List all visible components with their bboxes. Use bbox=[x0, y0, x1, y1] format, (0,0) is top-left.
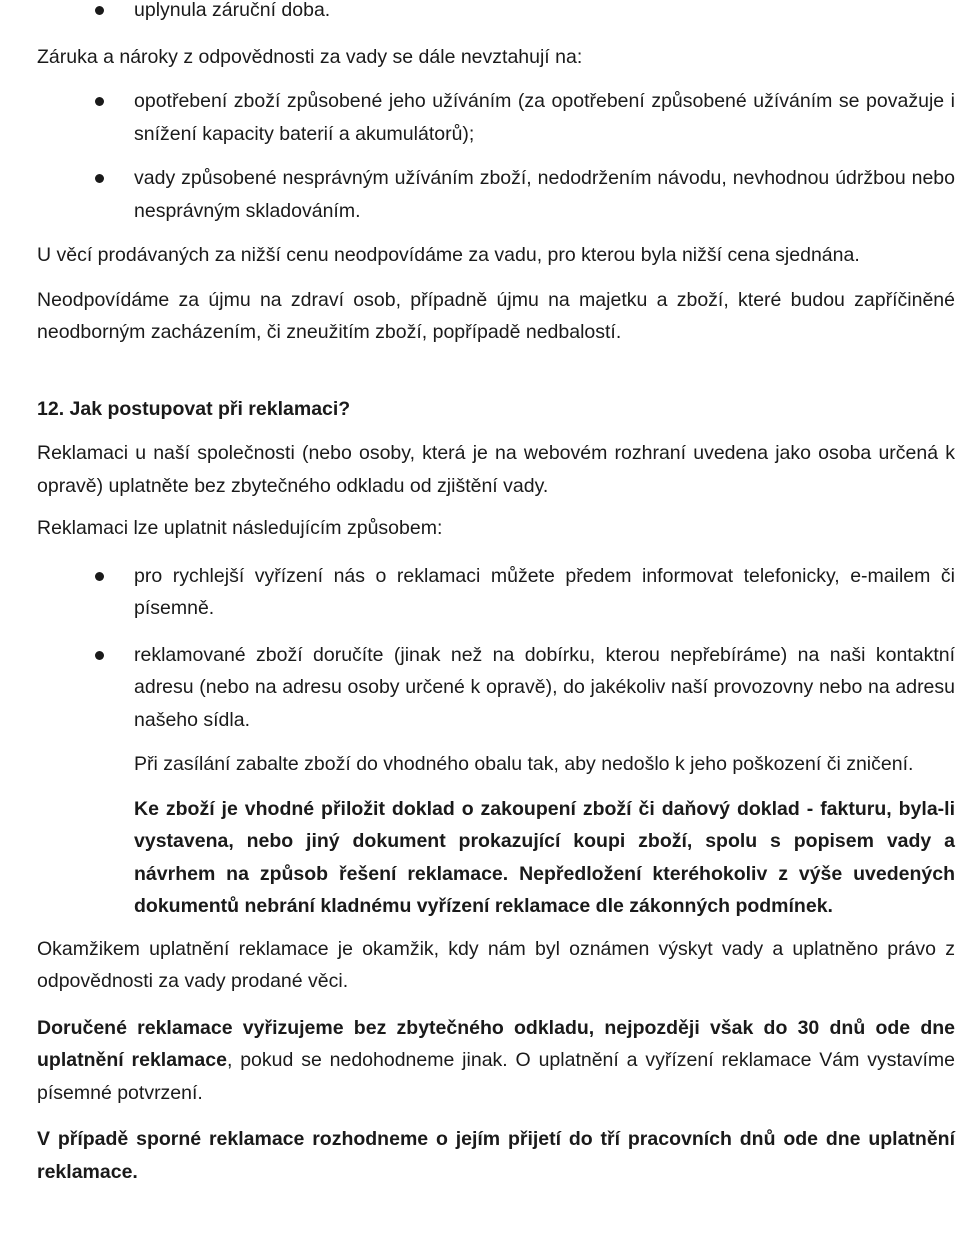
paragraph: Záruka a nároky z odpovědnosti za vady se dále nevztahují na: bbox=[37, 45, 583, 68]
bullet-dot bbox=[95, 572, 104, 581]
list-item-text: opotřebení zboží způsobené jeho užíváním (za opotřebení způsobené užíváním se považuje i snížení kapacity baterií a akumulátorů); bbox=[134, 90, 955, 145]
bold-text: V případě sporné reklamace rozhodneme o jejím přijetí do tří pracovních dnů ode dne uplatnění reklamace. bbox=[37, 1128, 955, 1183]
list-item-text: vady způsobené nesprávným užíváním zboží, nedodržením návodu, nevhodnou údržbou nebo nesprávným skladováním. bbox=[134, 167, 955, 222]
section-heading: 12. Jak postupovat při reklamaci? bbox=[37, 397, 351, 420]
paragraph-bold bbox=[37, 1123, 955, 1188]
indented-paragraph: Při zasílání zabalte zboží do vhodného obalu tak, aby nedošlo k jeho poškození či zničení. bbox=[134, 753, 914, 775]
paragraph: U věcí prodávaných za nižší cenu neodpovídáme za vadu, pro kterou byla nižší cena sjednána. bbox=[37, 244, 860, 266]
bullet-dot bbox=[95, 174, 104, 183]
list-item bbox=[37, 162, 955, 227]
list-item-text: reklamované zboží doručíte (jinak než na dobírku, kterou nepřebíráme) na naši kontaktní adresu (nebo na adresu osoby určené k opravě), do jakékoliv naší provozovny nebo na adresu našeho sídla. bbox=[134, 643, 955, 731]
list-item bbox=[37, 0, 955, 27]
indented-paragraph-bold bbox=[37, 793, 955, 923]
regular-text: , pokud se nedohodneme jinak. O uplatnění a vyřízení reklamace Vám vystavíme písemné potvrzení. bbox=[37, 1049, 955, 1104]
document-page bbox=[37, 0, 955, 1188]
paragraph: Reklamaci u naší společnosti (nebo osoby, která je na webovém rozhraní uvedena jako osoba určená k opravě) uplatněte bez zbytečného odkladu od zjištění vady. bbox=[37, 442, 955, 497]
bullet-dot bbox=[95, 651, 104, 660]
list-item bbox=[37, 85, 955, 150]
paragraph: Reklamaci lze uplatnit následujícím způsobem: bbox=[37, 517, 443, 539]
bold-text: Ke zboží je vhodné přiložit doklad o zakoupení zboží či daňový doklad - fakturu, byla-li vystavena, nebo jiný dokument prokazující koupi zboží, spolu s popisem vady a návrhem na způsob řešení reklamace. Nepředložení kteréhokoliv z výše uvedených dokumentů nebrání kladnému vyřízení reklamace dle zákonných podmínek. bbox=[134, 797, 955, 917]
bullet-dot bbox=[95, 6, 104, 15]
paragraph: Neodpovídáme za újmu na zdraví osob, případně újmu na majetku a zboží, které budou zapříčiněné neodborným zacházením, či zneužitím zboží, popřípadě nedbalostí. bbox=[37, 288, 955, 343]
bold-text: Doručené reklamace vyřizujeme bez zbytečného odkladu, nejpozději však do 30 dnů ode dne uplatnění reklamace bbox=[37, 1016, 955, 1071]
list-item bbox=[37, 560, 955, 625]
bullet-dot bbox=[95, 97, 104, 106]
paragraph bbox=[37, 1012, 955, 1110]
list-item-text: uplynula záruční doba. bbox=[134, 0, 331, 21]
paragraph: Okamžikem uplatnění reklamace je okamžik, kdy nám byl oznámen výskyt vady a uplatněno právo z odpovědnosti za vady prodané věci. bbox=[37, 937, 955, 992]
list-item bbox=[37, 639, 955, 737]
list-item-text: pro rychlejší vyřízení nás o reklamaci můžete předem informovat telefonicky, e-mailem či písemně. bbox=[134, 564, 955, 619]
